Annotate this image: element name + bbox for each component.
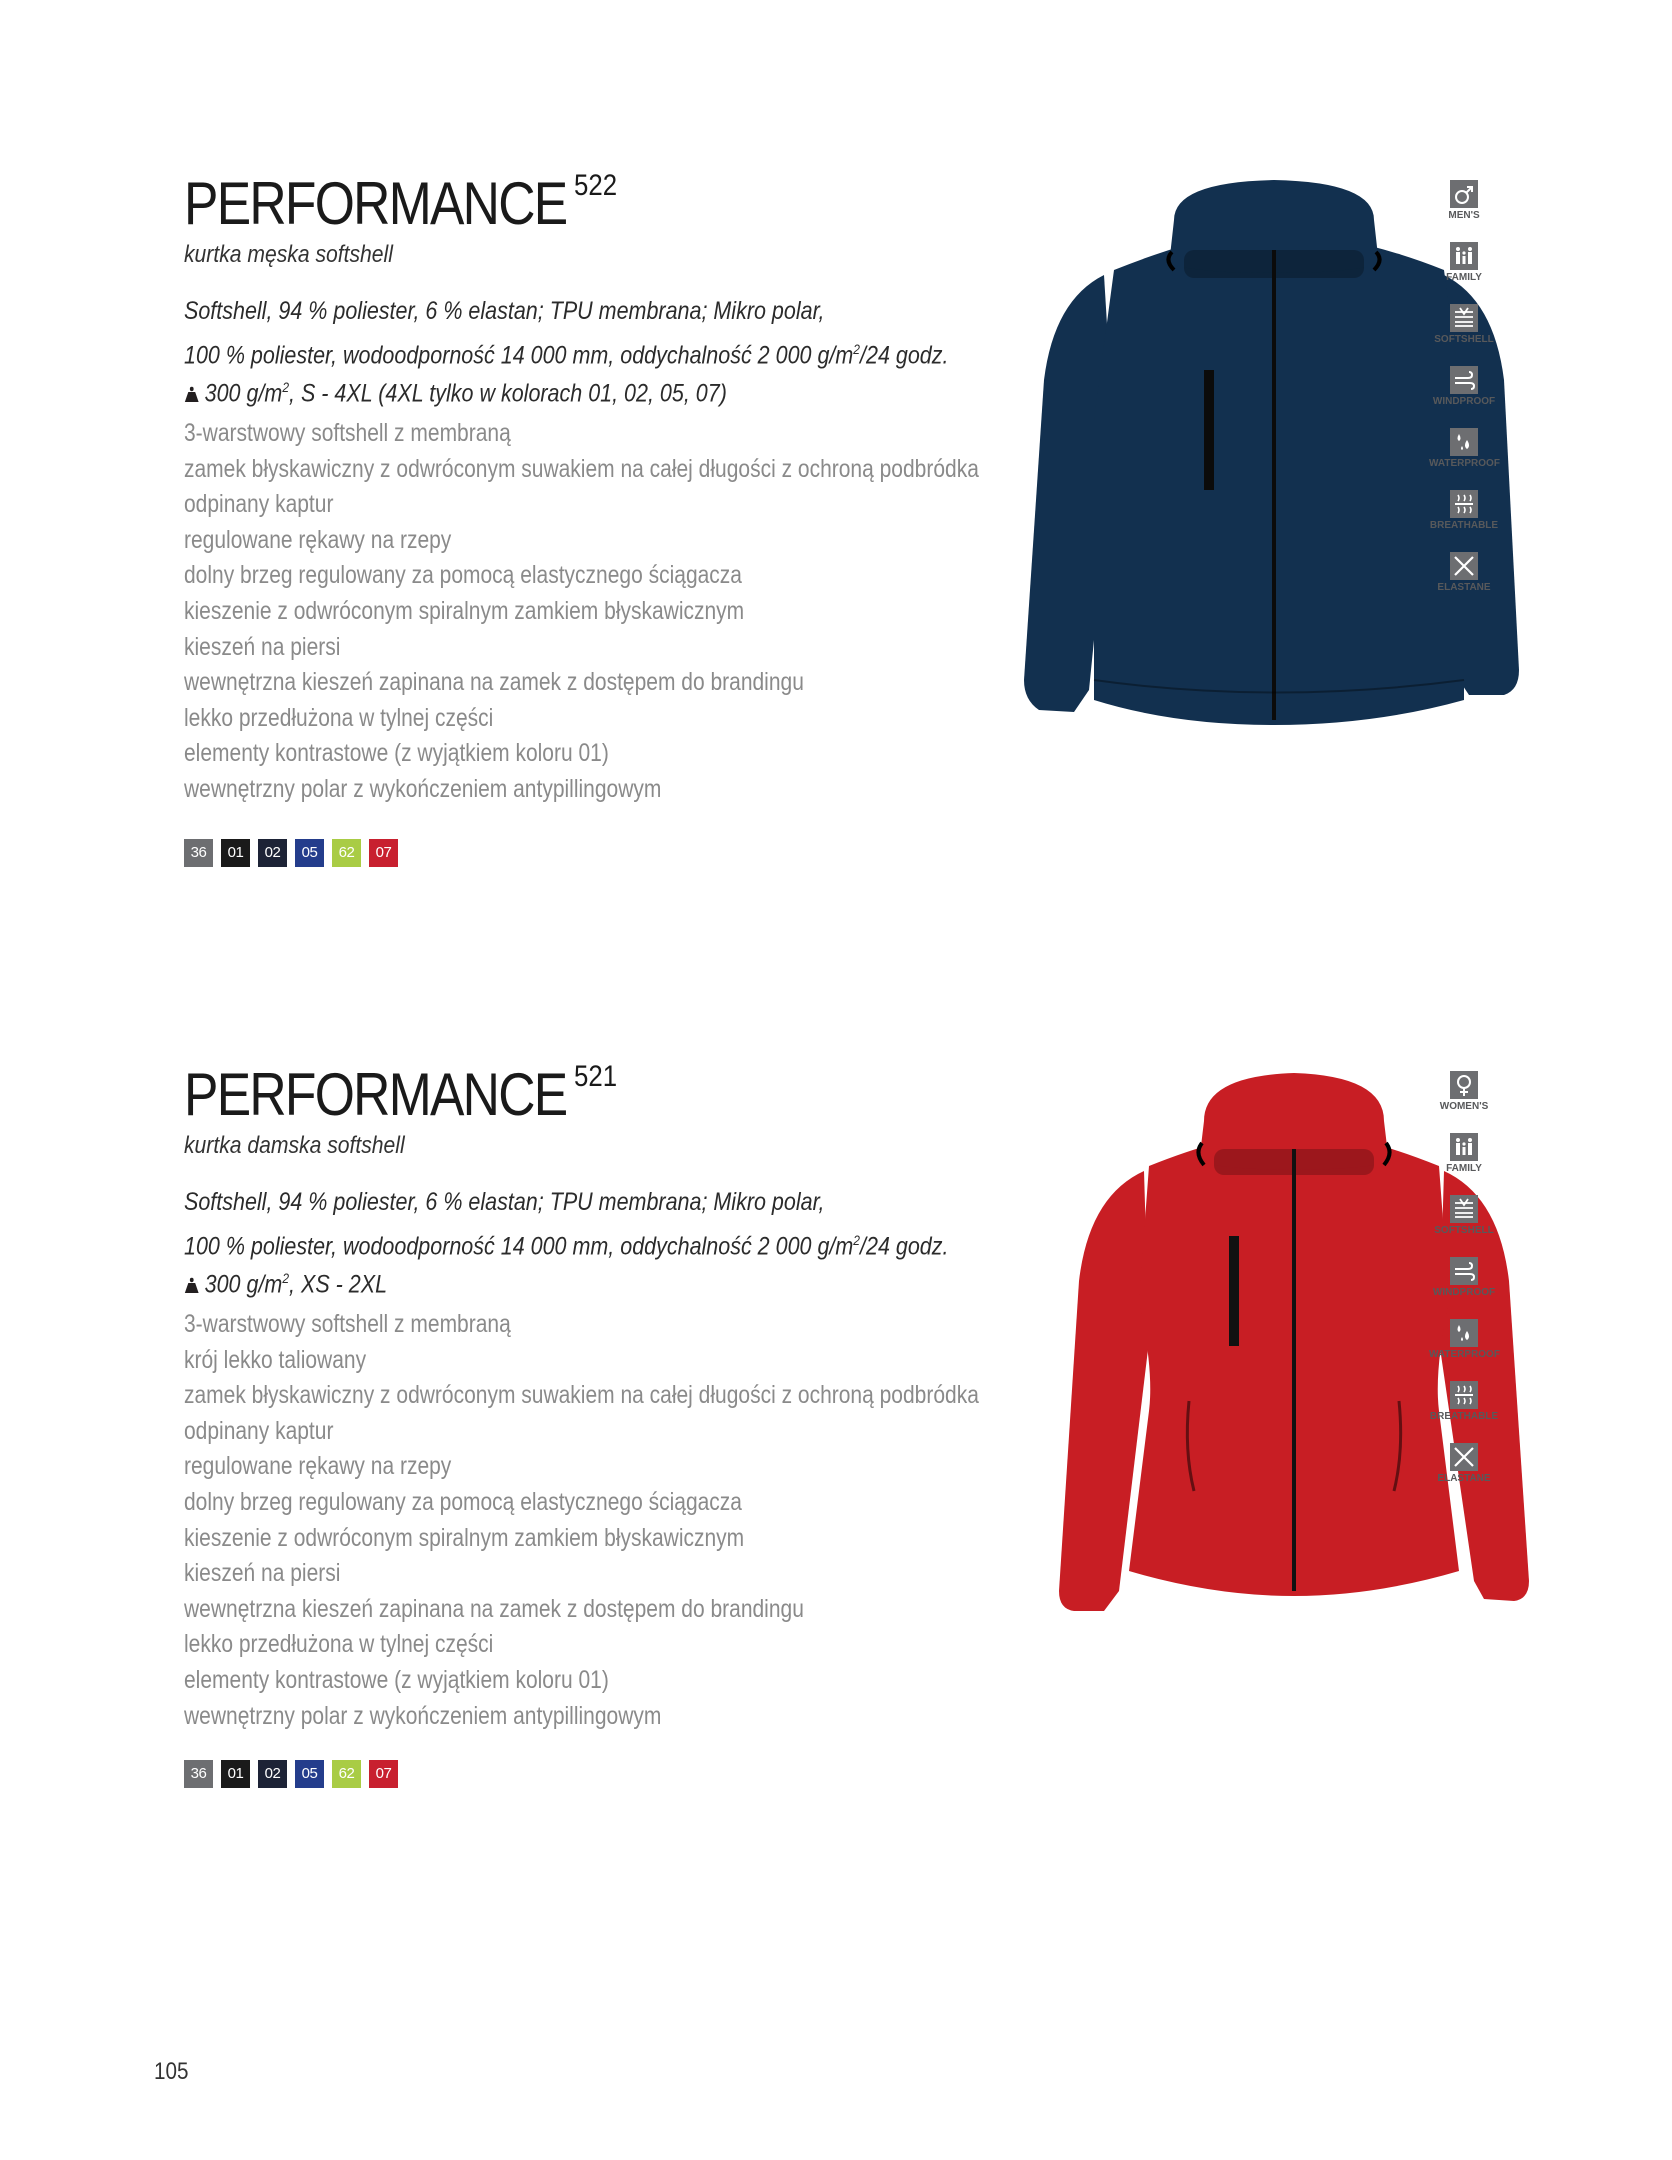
feature-icons bbox=[1429, 180, 1499, 614]
page-number: 105 bbox=[154, 2058, 189, 2085]
product-photo-womens-jacket bbox=[1034, 1071, 1614, 1641]
family-icon bbox=[1429, 242, 1499, 304]
color-swatch[interactable]: 07 bbox=[369, 839, 398, 867]
feature-item: krój lekko taliowany bbox=[184, 1345, 367, 1374]
product-subtitle: kurtka damska softshell bbox=[184, 1132, 405, 1159]
product-title-row bbox=[184, 168, 629, 240]
color-swatch[interactable]: 05 bbox=[295, 1760, 324, 1788]
color-swatch[interactable]: 36 bbox=[184, 1760, 213, 1788]
icon-label: MEN'S bbox=[1448, 210, 1480, 221]
feature-item: wewnętrzny polar z wykończeniem antypillingowym bbox=[184, 1701, 662, 1730]
product-performance-521 bbox=[184, 1059, 1524, 1839]
male-icon bbox=[1429, 180, 1499, 242]
icon-label: FAMILY bbox=[1446, 1163, 1482, 1174]
windproof-icon bbox=[1429, 1257, 1499, 1319]
feature-item: odpinany kaptur bbox=[184, 490, 334, 519]
spec-material: Softshell, 94 % poliester, 6 % elastan; TPU membrana; Mikro polar, bbox=[184, 1188, 825, 1216]
spec-sizes: , XS - 2XL bbox=[289, 1270, 388, 1299]
feature-item: odpinany kaptur bbox=[184, 1416, 334, 1445]
elastane-icon bbox=[1429, 1443, 1499, 1505]
spec-membrane-text: 100 % poliester, wodoodporność 14 000 mm, oddychalność 2 000 g/m bbox=[184, 1232, 854, 1261]
color-swatch[interactable]: 07 bbox=[369, 1760, 398, 1788]
weight-icon bbox=[184, 1277, 199, 1293]
color-swatch[interactable]: 62 bbox=[332, 839, 361, 867]
feature-item: kieszeń na piersi bbox=[184, 1559, 341, 1588]
product-subtitle: kurtka męska softshell bbox=[184, 241, 393, 268]
softshell-icon bbox=[1429, 1195, 1499, 1257]
icon-label: SOFTSHELL bbox=[1434, 334, 1494, 345]
feature-item: wewnętrzna kieszeń zapinana na zamek z dostępem do brandingu bbox=[184, 1594, 804, 1623]
family-icon bbox=[1429, 1133, 1499, 1195]
product-title-row bbox=[184, 1059, 629, 1131]
spec-superscript: 2 bbox=[853, 341, 861, 357]
feature-item: 3-warstwowy softshell z membraną bbox=[184, 419, 511, 447]
waterproof-icon bbox=[1429, 428, 1499, 490]
color-swatch[interactable]: 02 bbox=[258, 1760, 287, 1788]
spec-weight-sizes bbox=[184, 1259, 948, 1297]
feature-item: lekko przedłużona w tylnej części bbox=[184, 1630, 494, 1659]
color-swatches bbox=[184, 839, 398, 867]
feature-item: elementy kontrastowe (z wyjątkiem koloru 01) bbox=[184, 739, 609, 768]
elastane-icon bbox=[1429, 552, 1499, 614]
icon-label: ELASTANE bbox=[1437, 1473, 1491, 1484]
feature-item: regulowane rękawy na rzepy bbox=[184, 525, 452, 554]
icon-label: WATERPROOF bbox=[1429, 1349, 1500, 1360]
spec-weight: 300 g/m bbox=[204, 1270, 283, 1299]
weight-icon bbox=[184, 386, 199, 402]
icon-label: WINDPROOF bbox=[1432, 396, 1496, 407]
icon-label: FAMILY bbox=[1446, 272, 1482, 283]
icon-label: BREATHABLE bbox=[1429, 520, 1499, 531]
spec-material: Softshell, 94 % poliester, 6 % elastan; TPU membrana; Mikro polar, bbox=[184, 297, 825, 325]
feature-item: zamek błyskawiczny z odwróconym suwakiem na całej długości z ochroną podbródka bbox=[184, 454, 979, 483]
feature-item: kieszenie z odwróconym spiralnym zamkiem błyskawicznym bbox=[184, 596, 745, 625]
product-photo-mens-jacket bbox=[994, 180, 1594, 740]
feature-list bbox=[184, 1307, 1130, 1734]
female-icon bbox=[1429, 1071, 1499, 1133]
product-title: PERFORMANCE bbox=[184, 170, 567, 237]
feature-item: kieszeń na piersi bbox=[184, 632, 341, 661]
color-swatch[interactable]: 05 bbox=[295, 839, 324, 867]
icon-label: ELASTANE bbox=[1437, 582, 1491, 593]
feature-item: dolny brzeg regulowany za pomocą elastycznego ściągacza bbox=[184, 561, 742, 590]
color-swatches bbox=[184, 1760, 398, 1788]
feature-list bbox=[184, 416, 1130, 808]
spec-membrane-unit: /24 godz. bbox=[860, 1232, 949, 1261]
product-code: 521 bbox=[574, 1060, 618, 1093]
feature-item: dolny brzeg regulowany za pomocą elastycznego ściągacza bbox=[184, 1487, 742, 1516]
feature-item: kieszenie z odwróconym spiralnym zamkiem błyskawicznym bbox=[184, 1523, 745, 1552]
feature-item: elementy kontrastowe (z wyjątkiem koloru 01) bbox=[184, 1665, 609, 1694]
waterproof-icon bbox=[1429, 1319, 1499, 1381]
icon-label: WINDPROOF bbox=[1432, 1287, 1496, 1298]
feature-item: regulowane rękawy na rzepy bbox=[184, 1452, 452, 1481]
spec-membrane bbox=[184, 1221, 948, 1259]
color-swatch[interactable]: 62 bbox=[332, 1760, 361, 1788]
icon-label: SOFTSHELL bbox=[1434, 1225, 1494, 1236]
feature-item: 3-warstwowy softshell z membraną bbox=[184, 1310, 511, 1338]
spec-weight: 300 g/m bbox=[204, 379, 283, 408]
spec-weight-superscript: 2 bbox=[282, 379, 290, 395]
spec-membrane-text: 100 % poliester, wodoodporność 14 000 mm, oddychalność 2 000 g/m bbox=[184, 341, 854, 370]
icon-label: WOMEN'S bbox=[1439, 1101, 1489, 1112]
product-specs bbox=[184, 1183, 1073, 1297]
windproof-icon bbox=[1429, 366, 1499, 428]
softshell-icon bbox=[1429, 304, 1499, 366]
icon-label: BREATHABLE bbox=[1429, 1411, 1499, 1422]
breathable-icon bbox=[1429, 490, 1499, 552]
product-code: 522 bbox=[574, 169, 618, 202]
color-swatch[interactable]: 02 bbox=[258, 839, 287, 867]
product-performance-522 bbox=[184, 168, 1524, 948]
feature-item: zamek błyskawiczny z odwróconym suwakiem na całej długości z ochroną podbródka bbox=[184, 1381, 979, 1410]
spec-sizes: , S - 4XL (4XL tylko w kolorach 01, 02, 05, 07) bbox=[289, 379, 727, 408]
spec-membrane-unit: /24 godz. bbox=[860, 341, 949, 370]
spec-weight-superscript: 2 bbox=[282, 1270, 290, 1286]
icon-label: WATERPROOF bbox=[1429, 458, 1500, 469]
spec-weight-sizes bbox=[184, 368, 948, 406]
spec-membrane bbox=[184, 330, 948, 368]
spec-superscript: 2 bbox=[853, 1232, 861, 1248]
product-title: PERFORMANCE bbox=[184, 1061, 567, 1128]
feature-icons bbox=[1429, 1071, 1499, 1505]
breathable-icon bbox=[1429, 1381, 1499, 1443]
color-swatch[interactable]: 01 bbox=[221, 1760, 250, 1788]
product-specs bbox=[184, 292, 1073, 406]
color-swatch[interactable]: 01 bbox=[221, 839, 250, 867]
feature-item: wewnętrzna kieszeń zapinana na zamek z dostępem do brandingu bbox=[184, 668, 804, 697]
feature-item: wewnętrzny polar z wykończeniem antypillingowym bbox=[184, 774, 662, 803]
color-swatch[interactable]: 36 bbox=[184, 839, 213, 867]
feature-item: lekko przedłużona w tylnej części bbox=[184, 703, 494, 732]
